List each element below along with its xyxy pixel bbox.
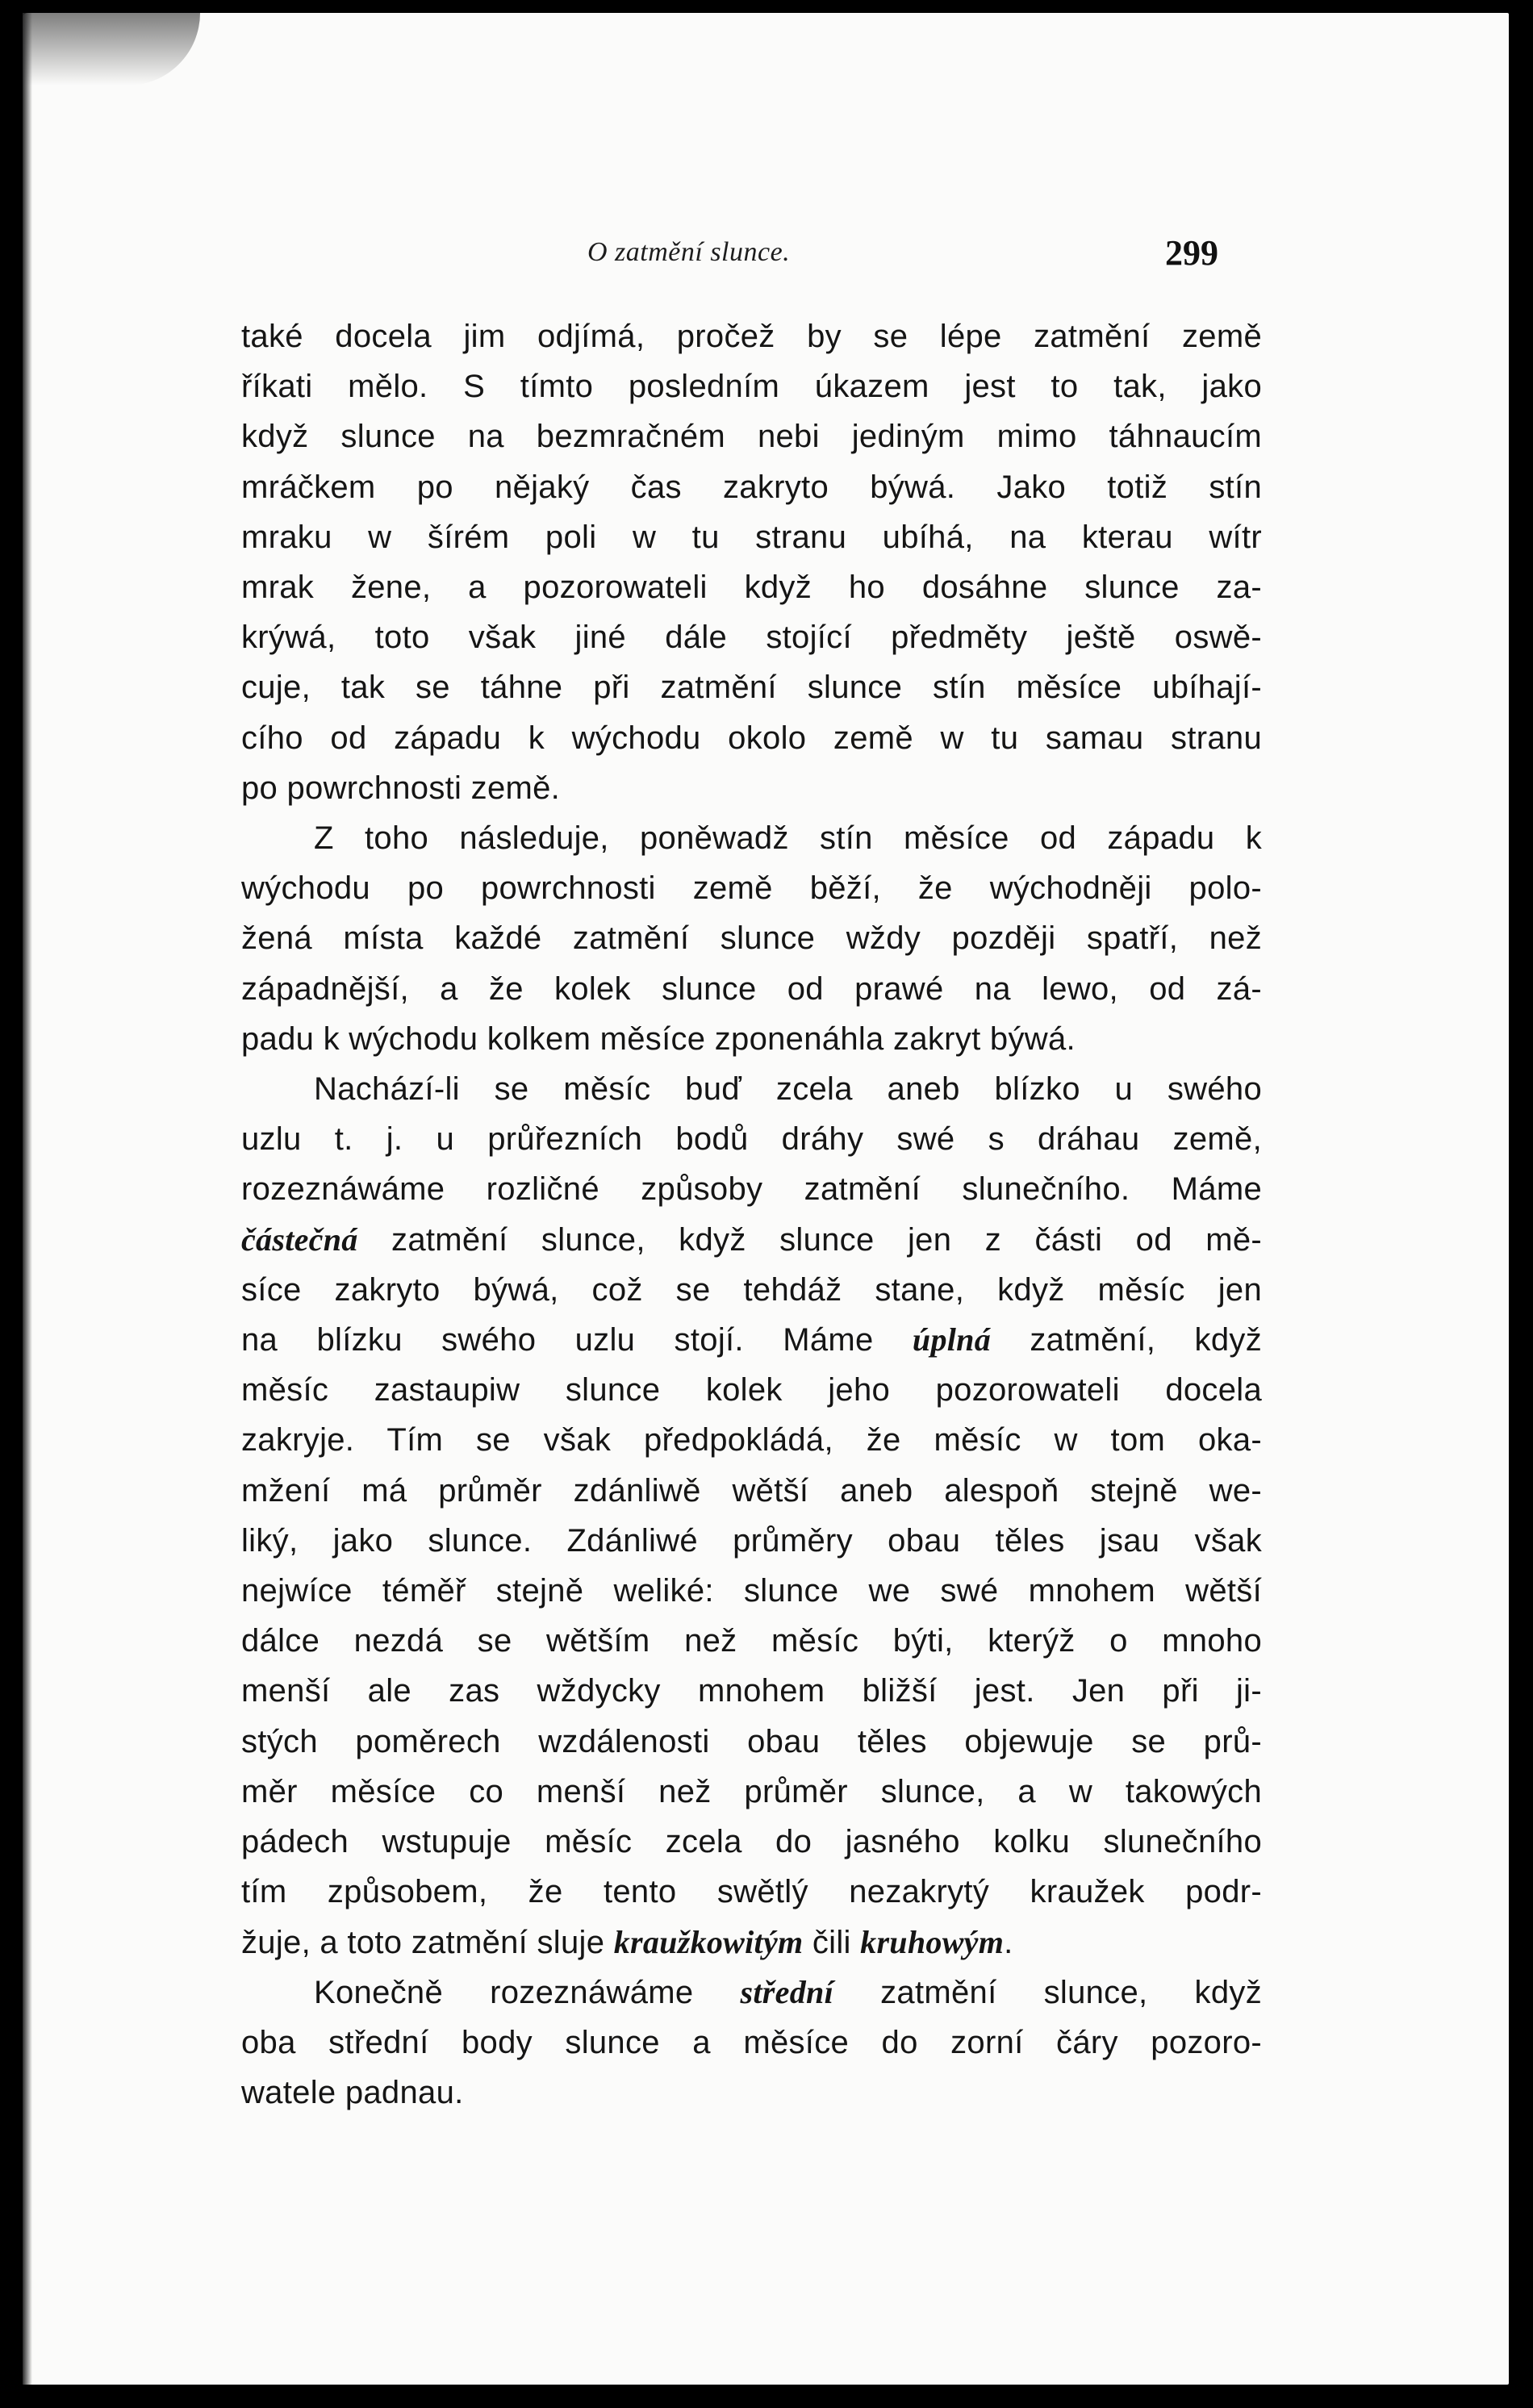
scan-shadow [23,13,200,86]
text-line: krýwá, toto však jiné dále stojící předměty ještě oswě- [241,620,1262,656]
paragraph-4 [241,1968,1262,2118]
italic-term: částečná [241,1221,358,1258]
line-segment: . [1004,1924,1013,1960]
text-line: mráčkem po nějaký čas zakryto býwá. Jako totiž stín [241,469,1262,505]
text-line: rozeznáwáme rozličné způsoby zatmění slunečního. Máme [241,1171,1262,1208]
line-segment: zatmění, když [991,1322,1262,1358]
text-line: dálce nezdá se wětším než měsíc býti, kterýž o mnoho [241,1623,1262,1659]
text-line: mraku w šírém poli w tu stranu ubíhá, na kterau wítr [241,519,1262,555]
text-line: když slunce na bezmračném nebi jediným mimo táhnaucím [241,419,1262,455]
paragraph-3 [241,1064,1262,1968]
text-line: síce zakryto býwá, což se tehdáž stane, když měsíc jen [241,1271,1262,1308]
line-segment: na blízku swého uzlu stojí. Máme [241,1322,913,1358]
text-line: také docela jim odjímá, pročež by se lépe zatmění země [241,319,1262,354]
text-line: stých poměrech wzdálenosti obau těles objewuje se prů- [241,1723,1262,1759]
running-head: O zatmění slunce. [587,237,791,267]
body-text [241,311,1262,2118]
text-line: Z toho následuje, poněwadž stín měsíce od západu k [314,820,1262,857]
text-line: oba střední body slunce a měsíce do zorní čáry pozoro- [241,2024,1262,2060]
book-page [23,13,1509,2385]
text-line: mrak žene, a pozorowateli když ho dosáhne slunce za- [241,570,1262,606]
paragraph-1 [241,311,1262,813]
text-line: měsíc zastaupiw slunce kolek jeho pozorowateli docela [241,1372,1262,1408]
text-line: watele padnau. [241,2075,464,2111]
page-header [23,233,1509,286]
text-line: po powrchnosti země. [241,770,561,806]
text-line: zakryje. Tím se však předpokládá, že měsíc w tom oka- [241,1422,1262,1459]
page-number: 299 [1165,233,1218,273]
text-line: Nachází-li se měsíc buď zcela aneb blízko u swého [314,1071,1262,1108]
italic-term: střední [740,1973,833,2010]
text-line [241,1315,1262,1365]
text-line [241,1918,1262,1968]
line-segment: čili [803,1924,861,1960]
italic-term: úplná [912,1321,992,1358]
text-line: žená místa každé zatmění slunce wždy později spatří, než [241,920,1262,957]
text-line: wýchodu po powrchnosti země běží, že wýchodněji polo- [241,870,1262,907]
line-segment: zatmění slunce, když slunce jen z části od mě- [357,1221,1262,1258]
text-line: říkati mělo. S tímto posledním úkazem jest to tak, jako [241,369,1262,405]
italic-term: kraužkowitým [613,1923,804,1960]
text-line [241,1215,1262,1265]
text-line [241,1968,1262,2018]
text-line: tím způsobem, že tento swětlý nezakrytý kraužek podr- [241,1874,1262,1910]
line-segment: žuje, a toto zatmění sluje [241,1924,614,1960]
text-line: menší ale zas wždycky mnohem bližší jest. Jen při ji- [241,1673,1262,1709]
text-line: mžení má průměr zdánliwě wětší aneb alespoň stejně we- [241,1472,1262,1509]
text-line: pádech wstupuje měsíc zcela do jasného kolku slunečního [241,1824,1262,1860]
text-line: nejwíce téměř stejně weliké: slunce we swé mnohem wětší [241,1573,1262,1609]
paragraph-2 [241,813,1262,1064]
text-line: uzlu t. j. u průřezních bodů dráhy swé s dráhau země, [241,1121,1262,1158]
text-line: padu k wýchodu kolkem měsíce zponenáhla zakryt býwá. [241,1020,1076,1057]
line-segment: Konečně rozeznáwáme [314,1974,741,2010]
text-line: liký, jako slunce. Zdánliwé průměry obau těles jsau však [241,1522,1262,1559]
scan-edge [23,13,32,2385]
text-line: cuje, tak se táhne při zatmění slunce stín měsíce ubíhají- [241,670,1262,706]
text-line: měr měsíce co menší než průměr slunce, a w takowých [241,1773,1262,1809]
text-line: cího od západu k wýchodu okolo země w tu samau stranu [241,720,1262,756]
italic-term: kruhowým [860,1923,1005,1960]
line-segment: zatmění slunce, když [833,1974,1262,2010]
text-line: západnější, a že kolek slunce od prawé na lewo, od zá- [241,970,1262,1007]
